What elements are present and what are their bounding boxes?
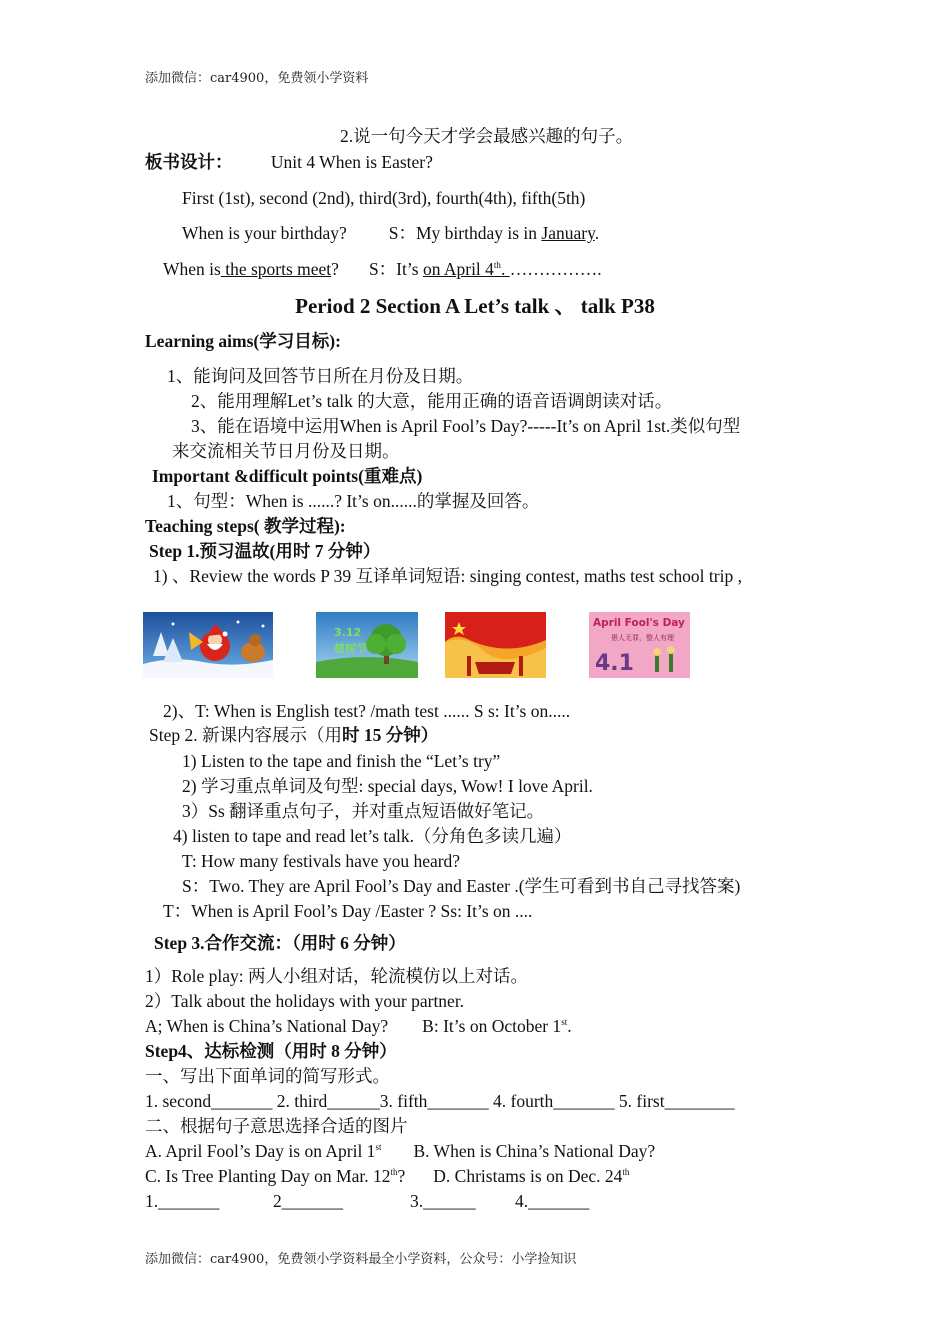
aim-item-3: 3、能在语境中运用When is April Fool’s Day?-----It’s on April 1st.类似句型 (191, 416, 741, 436)
step-4-label: Step4、达标检测（用时 8 分钟） (145, 1041, 397, 1061)
april-fools-picture (589, 612, 690, 678)
step-1-item-1: 1) 、Review the words P 39 互译单词短语: singing contest, maths test school trip , (153, 566, 742, 586)
exercise-2-option-c-sup: th (390, 1167, 398, 1178)
exercise-2-row-1 (145, 1139, 655, 1163)
tree-caption-name: 植树节 (334, 642, 367, 655)
step-2-item-2: 2) 学习重点单词及句型: special days, Wow! I love April. (182, 776, 593, 796)
step-2-label-time: 时 15 分钟） (342, 725, 439, 745)
board-answer-1-prefix: S：My birthday is in (388, 223, 542, 243)
april-title: April Fool's Day (593, 617, 685, 629)
header-note: 添加微信：car4900，免费领小学资料 (145, 71, 369, 86)
step-3-dialog-b-end: . (567, 1016, 572, 1036)
period-title: Period 2 Section A Let’s talk 、 talk P38 (295, 294, 655, 318)
national-day-image (445, 612, 546, 678)
tree-planting-image (316, 612, 418, 678)
step-3-dialog-b-sup: st (561, 1017, 568, 1028)
answer-blank-1[interactable]: 1._______ (145, 1191, 220, 1211)
step-3-dialog (145, 1014, 572, 1038)
exercise-2-label: 二、根据句子意思选择合适的图片 (145, 1116, 408, 1136)
footer-note: 添加微信：car4900，免费领小学资料最全小学资料，公众号：小学捡知识 (145, 1252, 577, 1267)
board-answer-1-suffix: . (594, 223, 600, 243)
step-2-teacher-line-2: T：When is April Fool’s Day /Easter ? Ss: It’s on .... (163, 901, 533, 921)
board-answer-2-sup: th (493, 260, 501, 271)
step-1-item-2: 2)、T: When is English test? /math test ...... S s: It’s on..... (163, 701, 571, 721)
exercise-2-option-c: C. Is Tree Planting Day on Mar. 12 (145, 1166, 391, 1186)
aim-item-3-continued: 来交流相关节日月份及日期。 (172, 441, 400, 461)
board-answer-2-prefix: S：It’s (368, 259, 423, 279)
board-answer-1-month: January (541, 223, 595, 243)
step-2-label-text: Step 2. 新课内容展示（用 (149, 725, 342, 745)
step-2-teacher-line-1: T: How many festivals have you heard? (182, 851, 461, 871)
board-design-row (145, 150, 433, 174)
april-subtitle: 愚人无罪，整人有理 (611, 634, 674, 642)
step-3-label: Step 3.合作交流：（用时 6 分钟） (154, 933, 406, 953)
aims-label: Learning aims(学习目标): (145, 331, 341, 351)
board-label: 板书设计： (145, 152, 233, 172)
april-date: 4.1 (595, 651, 634, 676)
exercise-2-option-b: B. When is China’s National Day? (413, 1141, 656, 1161)
step-1-label: Step 1.预习温故(用时 7 分钟） (149, 541, 381, 561)
step-2-item-3: 3）Ss 翻译重点句子，并对重点短语做好笔记。 (182, 801, 545, 821)
exercise-1-items: 1. second_______ 2. third______3. fifth_______ 4. fourth_______ 5. first________ (145, 1091, 735, 1111)
april-fools-image (589, 612, 690, 678)
key-point-1: 1、句型：When is ......? It’s on......的掌握及回答。 (167, 491, 540, 511)
board-answer-2-date (423, 259, 510, 279)
teaching-steps-label: Teaching steps( 教学过程): (145, 516, 346, 536)
exercise-2-row-2 (145, 1164, 629, 1188)
board-birthday-row (182, 221, 599, 245)
key-points-label: Important &difficult points(重难点) (152, 466, 423, 486)
aim-item-2: 2、能用理解Let’s talk 的大意，能用正确的语音语调朗读对话。 (191, 391, 673, 411)
tree-caption-date: 3.12 (334, 626, 362, 639)
step-3-item-1: 1）Role play: 两人小组对话，轮流模仿以上对话。 (145, 966, 529, 986)
step-3-dialog-a: A; When is China’s National Day? (145, 1016, 389, 1036)
national-day-picture (445, 612, 546, 678)
aim-item-1: 1、能询问及回答节日所在月份及日期。 (167, 366, 474, 386)
board-answer-2-date-end: . (500, 259, 510, 279)
answer-blank-3[interactable]: 3.______ (410, 1191, 476, 1211)
answer-blank-2[interactable]: 2_______ (273, 1191, 343, 1211)
step-2-label (149, 723, 438, 747)
step-3-item-2: 2）Talk about the holidays with your partner. (145, 991, 465, 1011)
board-answer-2-date-text: on April 4 (422, 259, 494, 279)
exercise-1-label: 一、写出下面单词的简写形式。 (145, 1066, 390, 1086)
christmas-image (143, 612, 273, 678)
board-answer-2-dots: ……………. (509, 259, 602, 279)
exercise-2-option-a: A. April Fool’s Day is on April 1 (145, 1141, 376, 1161)
board-question-2-prefix: When is (163, 259, 221, 279)
board-ordinals: First (1st), second (2nd), third(3rd), fourth(4th), fifth(5th) (182, 188, 586, 208)
step-2-item-1: 1) Listen to the tape and finish the “Let’s try” (182, 751, 501, 771)
board-question-2-suffix: ? (331, 259, 339, 279)
board-question-2-event: the sports meet (220, 259, 332, 279)
exercise-2-option-c-end: ? (397, 1166, 406, 1186)
exercise-2-option-a-sup: st (375, 1142, 382, 1153)
board-sports-row (163, 257, 602, 281)
exercise-2-blanks (145, 1189, 590, 1213)
board-unit-title: Unit 4 When is Easter? (270, 152, 433, 172)
exercise-2-option-d-sup: th (622, 1167, 630, 1178)
exercise-2-option-d: D. Christams is on Dec. 24 (433, 1166, 623, 1186)
christmas-picture (143, 612, 273, 678)
board-question-1: When is your birthday? (182, 223, 347, 243)
step-2-student-line: S：Two. They are April Fool’s Day and Easter .(学生可看到书自己寻找答案) (182, 876, 741, 896)
intro-line-2: 2.说一句今天才学会最感兴趣的句子。 (340, 126, 634, 146)
answer-blank-4[interactable]: 4._______ (515, 1191, 590, 1211)
step-2-item-4: 4) listen to tape and read let’s talk.（分角色多读几遍） (173, 826, 572, 846)
step-3-dialog-b: B: It’s on October 1 (422, 1016, 562, 1036)
tree-planting-picture (316, 612, 418, 678)
